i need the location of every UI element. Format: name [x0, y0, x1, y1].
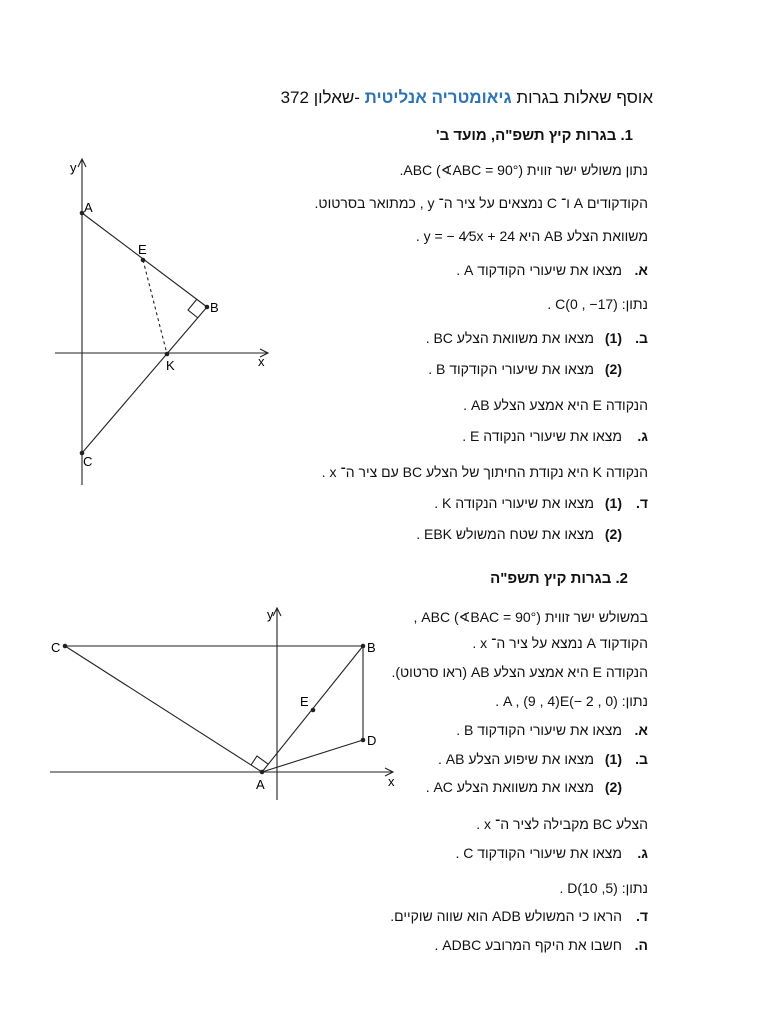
- q1-part-d1: ד.(1)מצאו את שיעורי הנקודה K .: [434, 495, 648, 511]
- q1-given-1: נתון משולש ישר זווית ABC (∢ABC = 90°).: [399, 162, 648, 178]
- q2-part-a: א.מצאו את שיעורי הקודקוד B .: [456, 722, 648, 738]
- q1-part-a: א.מצאו את שיעורי הקודקוד A .: [456, 262, 648, 278]
- point-b: [361, 644, 366, 649]
- label-e: E: [300, 694, 309, 709]
- q2-part-b1: ב.(1)מצאו את שיפוע הצלע AB .: [438, 751, 648, 767]
- question-1-heading: 1. בגרות קיץ תשפ"ה, מועד ב': [436, 127, 633, 144]
- q2-part-d: ד.הראו כי המשולש ADB הוא שווה שוקיים.: [390, 908, 648, 924]
- page-title: אוסף שאלות בגרות גיאומטריה אנליטית -שאלון 372: [280, 88, 653, 107]
- label-c: C: [51, 640, 61, 655]
- q1-given-c: נתון: C(0 , −17) .: [547, 296, 648, 312]
- figure-1: [40, 150, 290, 490]
- x-axis-label: x: [388, 774, 395, 789]
- point-e: [141, 258, 146, 263]
- topic-highlight: גיאומטריה אנליטית: [364, 88, 512, 107]
- label-b: B: [367, 640, 376, 655]
- point-a: [260, 770, 265, 775]
- q2-given-bc: הצלע BC מקבילה לציר ה־ x .: [476, 816, 648, 832]
- y-axis-label: y: [70, 160, 77, 175]
- q1-part-b2: (2)מצאו את שיעורי הקודקוד B .: [428, 361, 622, 377]
- q2-part-c: ג.מצאו את שיעורי הקודקוד C .: [455, 845, 648, 861]
- label-a: A: [256, 777, 265, 792]
- figure-2: [45, 600, 405, 805]
- q1-part-b1: ב.(1)מצאו את משוואת הצלע BC .: [425, 330, 648, 346]
- point-k: [165, 352, 170, 357]
- segment-bc: [82, 307, 207, 453]
- q2-part-b2: (2)מצאו את משוואת הצלע AC .: [425, 779, 622, 795]
- segment-ca: [65, 646, 262, 772]
- q2-part-e: ה.חשבו את היקף המרובע ADBC .: [434, 937, 648, 953]
- q1-part-d2: (2)מצאו את שטח המשולש EBK .: [416, 526, 622, 542]
- question-2-heading: 2. בגרות קיץ תשפ"ה: [490, 570, 628, 587]
- right-angle-mark: [188, 299, 198, 318]
- right-angle-mark: [251, 756, 268, 765]
- label-k: K: [166, 358, 175, 373]
- point-e: [311, 708, 316, 713]
- q1-given-k: הנקודה K היא נקודת החיתוך של הצלע BC עם ציר ה־ x .: [321, 464, 648, 480]
- q2-given-3: הנקודה E היא אמצע הצלע AB (ראו סרטוט).: [391, 664, 648, 680]
- label-d: D: [367, 733, 377, 748]
- point-b: [205, 305, 210, 310]
- q1-part-c: ג.מצאו את שיעורי הנקודה E .: [462, 428, 648, 444]
- q2-given-d: נתון: D(10 ,5) .: [559, 880, 648, 896]
- label-a: A: [84, 200, 93, 215]
- q1-given-3: משוואת הצלע AB היא y = − 4⁄5x + 24 .: [415, 228, 648, 244]
- q2-given-4: נתון: (0 , 2 −)A , (9 , 4)E .: [495, 693, 648, 709]
- label-b: B: [210, 300, 219, 315]
- q1-given-e: הנקודה E היא אמצע הצלע AB .: [463, 397, 648, 413]
- label-e: E: [138, 242, 147, 257]
- label-c: C: [83, 454, 93, 469]
- y-axis-label: y: [267, 607, 274, 622]
- q2-given-2: הקודקוד A נמצא על ציר ה־ x .: [472, 635, 648, 651]
- x-axis-label: x: [258, 354, 265, 369]
- point-d: [361, 738, 366, 743]
- point-c: [63, 644, 68, 649]
- q2-given-1: במשולש ישר זווית ABC (∢BAC = 90°) ,: [413, 609, 648, 625]
- q1-given-2: הקודקודים A ו־ C נמצאים על ציר ה־ y , כמתואר בסרטוט.: [314, 195, 648, 211]
